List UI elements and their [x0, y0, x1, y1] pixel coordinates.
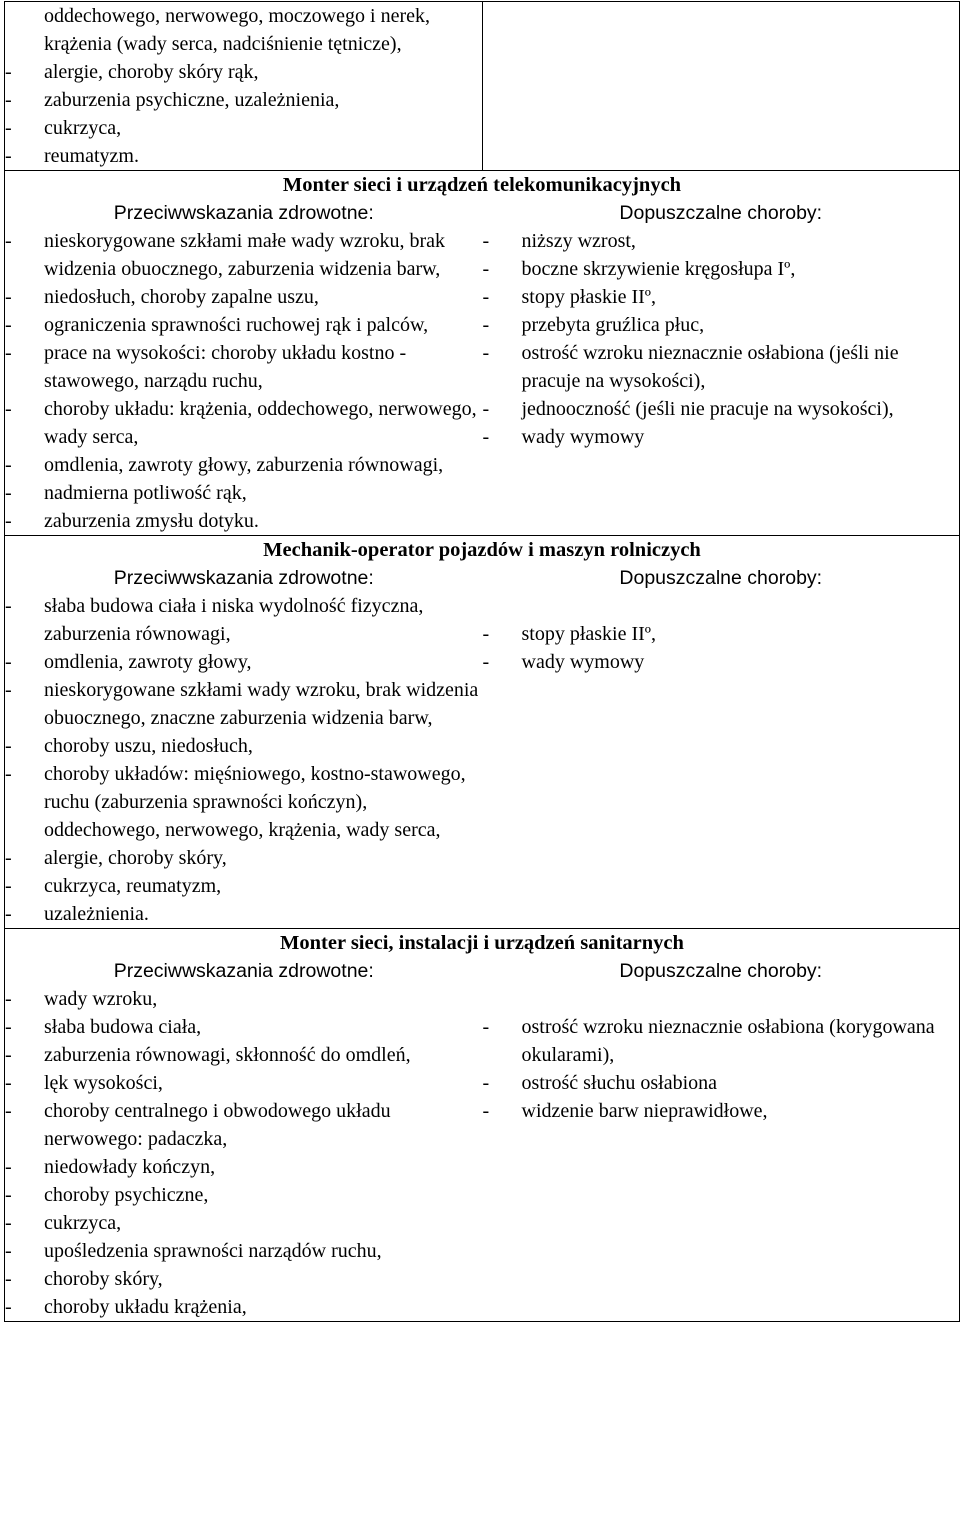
section-body-row — [5, 199, 960, 536]
list-item: - wady wymowy — [483, 648, 960, 676]
list-item: - cukrzyca, reumatyzm, — [5, 872, 483, 900]
list-item: - choroby układów: mięśniowego, kostno-stawowego, ruchu (zaburzenia sprawności kończyn), oddechowego, nerwowego, krążenia, wady serca, — [5, 760, 483, 844]
list-item: - upośledzenia sprawności narządów ruchu, — [5, 1237, 483, 1265]
list-item: - ostrość wzroku nieznacznie osłabiona (jeśli nie pracuje na wysokości), — [483, 339, 960, 395]
contraindications-header: Przeciwwskazania zdrowotne: — [113, 567, 374, 589]
list-item: - choroby skóry, — [5, 1265, 483, 1293]
list-item: - choroby centralnego i obwodowego układu nerwowego: padaczka, — [5, 1097, 483, 1153]
continuation-row — [5, 2, 960, 171]
list-item: - przebyta gruźlica płuc, — [483, 311, 960, 339]
list-item: - boczne skrzywienie kręgosłupa Iº, — [483, 255, 960, 283]
section-title-row — [5, 536, 960, 565]
list-item: - słaba budowa ciała, — [5, 1013, 483, 1041]
list-item: - ostrość słuchu osłabiona — [483, 1069, 960, 1097]
contraindications-cell — [5, 957, 483, 1322]
list-item: - cukrzyca, — [5, 1209, 483, 1237]
list-item: - stopy płaskie IIº, — [483, 283, 960, 311]
continuation-list — [5, 58, 482, 170]
allowed-conditions-cell — [483, 957, 960, 1322]
contraindications-list — [5, 227, 483, 535]
allowed-conditions-header: Dopuszczalne choroby: — [619, 567, 823, 589]
allowed-conditions-cell — [483, 199, 960, 536]
list-item: - jednooczność (jeśli nie pracuje na wysokości), — [483, 395, 960, 423]
list-item: - uzależnienia. — [5, 900, 483, 928]
list-item: - alergie, choroby skóry rąk, — [5, 58, 482, 86]
contraindications-header: Przeciwwskazania zdrowotne: — [113, 960, 374, 982]
list-item: - nieskorygowane szkłami wady wzroku, brak widzenia obuocznego, znaczne zaburzenia widzenia barw, — [5, 676, 483, 732]
list-item: - omdlenia, zawroty głowy, zaburzenia równowagi, — [5, 451, 483, 479]
list-item: - niedosłuch, choroby zapalne uszu, — [5, 283, 483, 311]
continuation-left-cell — [5, 2, 483, 171]
section-body-row — [5, 564, 960, 929]
list-item: - zaburzenia psychiczne, uzależnienia, — [5, 86, 482, 114]
list-item: - alergie, choroby skóry, — [5, 844, 483, 872]
list-item: - zaburzenia równowagi, skłonność do omdleń, — [5, 1041, 483, 1069]
continuation-text: oddechowego, nerwowego, moczowego i nerek, krążenia (wady serca, nadciśnienie tętnicze), — [44, 5, 430, 55]
list-item: - choroby układu krążenia, — [5, 1293, 483, 1321]
allowed-conditions-list — [483, 227, 960, 451]
list-item: - wady wymowy — [483, 423, 960, 451]
list-item: - ograniczenia sprawności ruchowej rąk i palców, — [5, 311, 483, 339]
list-item: - nadmierna potliwość rąk, — [5, 479, 483, 507]
list-item: - wady wzroku, — [5, 985, 483, 1013]
spacer — [483, 985, 960, 1013]
contraindications-list — [5, 985, 483, 1321]
section-title: Monter sieci i urządzeń telekomunikacyjnych — [5, 171, 960, 200]
list-item: - omdlenia, zawroty głowy, — [5, 648, 483, 676]
list-item: - zaburzenia zmysłu dotyku. — [5, 507, 483, 535]
list-item: - stopy płaskie IIº, — [483, 620, 960, 648]
section-title: Mechanik-operator pojazdów i maszyn rolniczych — [5, 536, 960, 565]
list-item: - nieskorygowane szkłami małe wady wzroku, brak widzenia obuocznego, zaburzenia widzenia barw, — [5, 227, 483, 283]
allowed-conditions-header: Dopuszczalne choroby: — [619, 202, 823, 224]
list-item: - lęk wysokości, — [5, 1069, 483, 1097]
list-item: - ostrość wzroku nieznacznie osłabiona (korygowana okularami), — [483, 1013, 960, 1069]
continuation-right-cell — [483, 2, 960, 171]
list-item: - reumatyzm. — [5, 142, 482, 170]
section-body-row — [5, 957, 960, 1322]
spacer — [483, 592, 960, 620]
list-item: - słaba budowa ciała i niska wydolność fizyczna, zaburzenia równowagi, — [5, 592, 483, 648]
list-item: - choroby psychiczne, — [5, 1181, 483, 1209]
contraindications-cell — [5, 199, 483, 536]
list-item: - widzenie barw nieprawidłowe, — [483, 1097, 960, 1125]
list-item: - choroby układu: krążenia, oddechowego, nerwowego, wady serca, — [5, 395, 483, 451]
contraindications-cell — [5, 564, 483, 929]
allowed-conditions-list — [483, 620, 960, 676]
allowed-conditions-header: Dopuszczalne choroby: — [619, 960, 823, 982]
list-item: - niższy wzrost, — [483, 227, 960, 255]
contraindications-list — [5, 592, 483, 928]
list-item: - niedowłady kończyn, — [5, 1153, 483, 1181]
allowed-conditions-cell — [483, 564, 960, 929]
list-item: - cukrzyca, — [5, 114, 482, 142]
list-item: - choroby uszu, niedosłuch, — [5, 732, 483, 760]
requirements-table — [4, 1, 960, 1322]
list-item: - prace na wysokości: choroby układu kostno - stawowego, narządu ruchu, — [5, 339, 483, 395]
section-title-row — [5, 171, 960, 200]
allowed-conditions-list — [483, 1013, 960, 1125]
contraindications-header: Przeciwwskazania zdrowotne: — [113, 202, 374, 224]
section-title: Monter sieci, instalacji i urządzeń sanitarnych — [5, 929, 960, 958]
section-title-row — [5, 929, 960, 958]
